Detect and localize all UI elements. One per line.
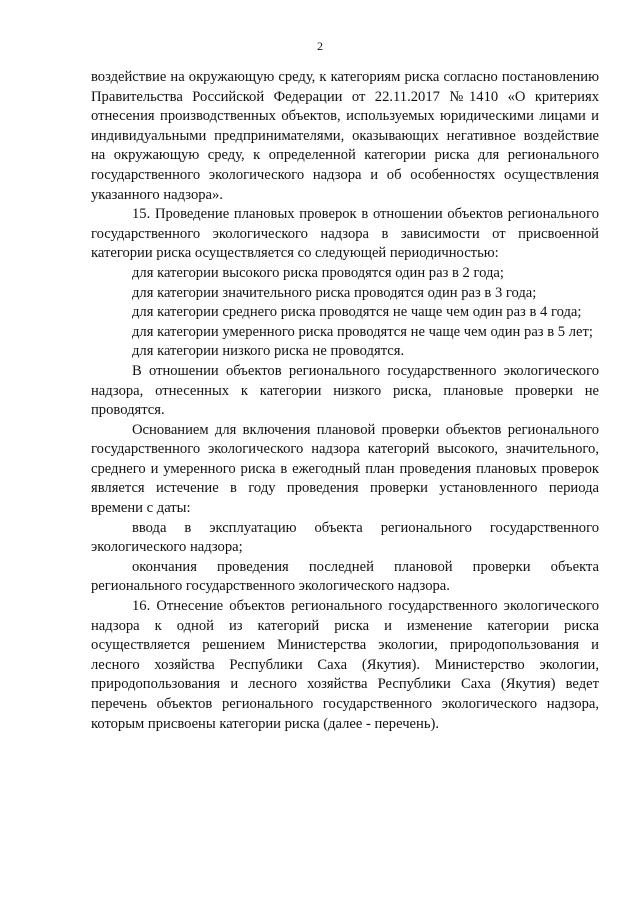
paragraph-moderate-risk: для категории умеренного риска проводятся не чаще чем один раз в 5 лет; bbox=[132, 323, 593, 340]
page-number: 2 bbox=[317, 39, 323, 53]
paragraph-last-inspection: окончания проведения последней плановой проверки объекта регионального государственного экологического надзора. bbox=[91, 558, 599, 595]
paragraph-commissioning: ввода в эксплуатацию объекта регионального государственного экологического надзора; bbox=[91, 519, 599, 556]
paragraph-low-risk-note: В отношении объектов регионального государственного экологического надзора, отнесенных к категории низкого риска, плановые проверки не проводятся. bbox=[91, 362, 599, 419]
paragraph-item-16: 16. Отнесение объектов регионального государственного экологического надзора к одной из категорий риска и изменение категории риска осуществляется решением Министерства экологии, природопользования и лесного хозяйства Республики Саха (Якутия). Министерство экологии, природопользования и лесного хозяйства Республики Саха (Якутия) ведет перечень объектов регионального государственного экологического надзора, которым присвоены категории риска (далее - перечень). bbox=[91, 598, 599, 732]
paragraph-significant-risk: для категории значительного риска проводятся один раз в 3 года; bbox=[132, 284, 537, 301]
paragraph-high-risk: для категории высокого риска проводятся один раз в 2 года; bbox=[132, 264, 504, 281]
document-body bbox=[91, 68, 599, 734]
paragraph-low-risk: для категории низкого риска не проводятся. bbox=[132, 343, 405, 360]
paragraph-medium-risk: для категории среднего риска проводятся не чаще чем один раз в 4 года; bbox=[132, 304, 582, 321]
paragraph-continuation: воздействие на окружающую среду, к категориям риска согласно постановлению Правительства Российской Федерации от 22.11.2017 №1410 «О критериях отнесения производственных объектов, используемых юридическими лицами и индивидуальными предпринимателями, оказывающих негативное воздействие на окружающую среду, к определенной категории риска для регионального государственного экологического надзора и об особенностях осуществления указанного надзора». bbox=[91, 69, 599, 203]
paragraph-item-15: 15. Проведение плановых проверок в отношении объектов регионального государственного экологического надзора в зависимости от присвоенной категории риска осуществляется со следующей периодичностью: bbox=[91, 206, 599, 262]
paragraph-basis: Основанием для включения плановой проверки объектов регионального государственного экологического надзора категорий высокого, значительного, среднего и умеренного риска в ежегодный план проведения плановых проверок является истечение в году проведения проверки установленного периода времени с даты: bbox=[91, 421, 599, 517]
